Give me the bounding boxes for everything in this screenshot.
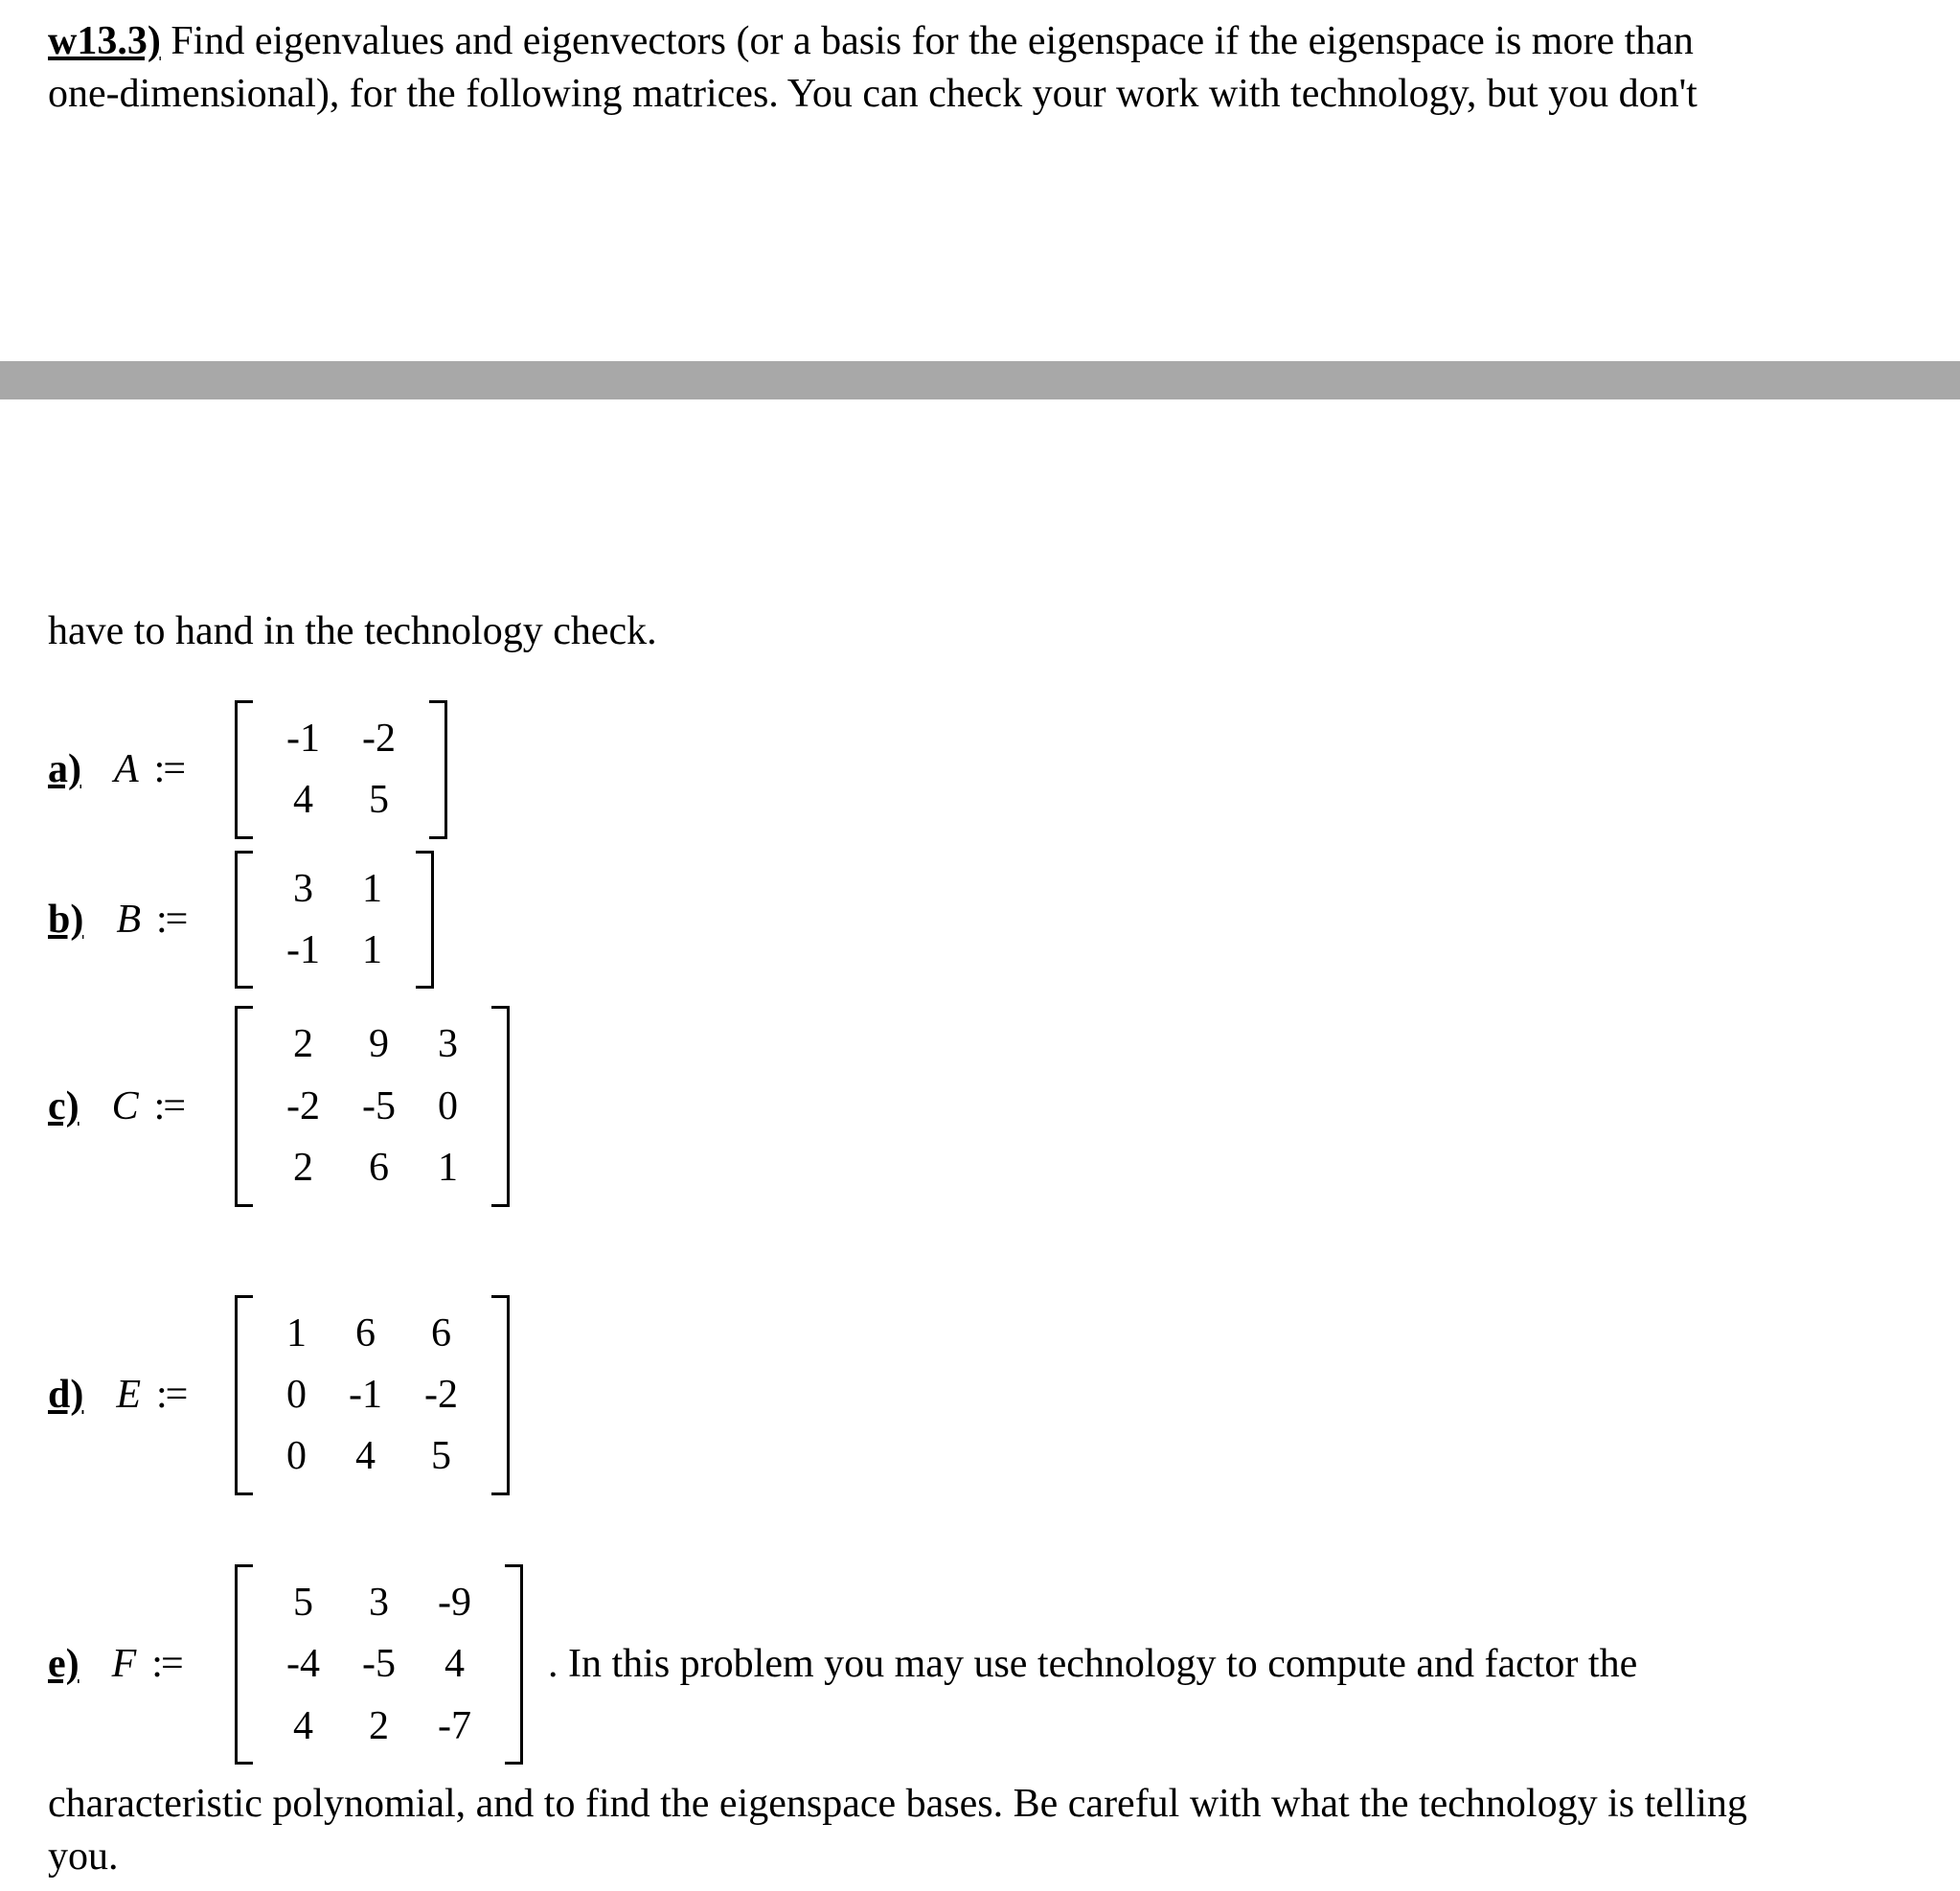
problem-label-e: e) bbox=[48, 1642, 80, 1687]
problem-list bbox=[48, 700, 1931, 1765]
matrix-cell: -2 bbox=[362, 716, 396, 761]
problem-head-d bbox=[48, 1372, 235, 1418]
problem-statement bbox=[0, 0, 1960, 122]
matrix-cell: 2 bbox=[293, 1146, 313, 1191]
problem-label-c: c) bbox=[48, 1084, 80, 1129]
matrix-cell: 4 bbox=[293, 1703, 313, 1748]
matrix-cell: -9 bbox=[438, 1580, 471, 1625]
matrix-cell: -2 bbox=[286, 1083, 320, 1128]
matrix-cell: 1 bbox=[438, 1146, 458, 1191]
problem-row-b bbox=[48, 851, 1931, 990]
matrix-cell: -4 bbox=[286, 1642, 320, 1687]
matrix-cell: -5 bbox=[362, 1083, 396, 1128]
assign-operator: := bbox=[156, 898, 187, 943]
variable-name-a: A bbox=[114, 747, 139, 792]
problem-id: w13.3) bbox=[48, 19, 161, 63]
variable-name-e: F bbox=[111, 1642, 137, 1687]
matrix-cell: 1 bbox=[362, 866, 382, 911]
matrix-cell: -2 bbox=[424, 1373, 458, 1417]
matrix-cell: -1 bbox=[349, 1373, 382, 1417]
problem-label-a: a) bbox=[48, 747, 81, 792]
matrix-cell: 4 bbox=[444, 1642, 465, 1687]
matrix-cell: -1 bbox=[286, 716, 320, 761]
divider-bar bbox=[0, 361, 1960, 399]
matrix-e bbox=[235, 1564, 523, 1765]
matrix-cell: -1 bbox=[286, 928, 320, 973]
problem-label-d: d) bbox=[48, 1373, 84, 1418]
problem-statement-line1: Find eigenvalues and eigenvectors (or a basis for the eigenspace if the eigenspace is more than bbox=[171, 19, 1694, 63]
problem-row-e bbox=[48, 1564, 1931, 1765]
matrix-cell: 6 bbox=[431, 1310, 451, 1356]
matrix-cell: 4 bbox=[355, 1434, 376, 1479]
problem-head-e bbox=[48, 1641, 235, 1687]
matrix-a bbox=[235, 700, 447, 839]
matrix-cell: 3 bbox=[369, 1580, 389, 1625]
matrix-cell: 1 bbox=[362, 928, 382, 973]
matrix-b bbox=[235, 851, 434, 990]
matrix-cell: 5 bbox=[431, 1434, 451, 1479]
footer-line1: characteristic polynomial, and to find the eigenspace bases. Be careful with what the technology is telling bbox=[48, 1781, 1747, 1826]
matrix-cell: 5 bbox=[369, 778, 389, 823]
problem-row-c bbox=[48, 1006, 1931, 1206]
matrix-cell: 0 bbox=[286, 1434, 307, 1479]
problem-row-a bbox=[48, 700, 1931, 839]
assign-operator: := bbox=[153, 1084, 185, 1129]
footer-text bbox=[48, 1778, 1931, 1882]
trailing-text-e: . In this problem you may use technology to compute and factor the bbox=[548, 1642, 1638, 1687]
problem-head-c bbox=[48, 1083, 235, 1129]
variable-name-b: B bbox=[116, 898, 142, 943]
matrix-cell: 9 bbox=[369, 1022, 389, 1067]
matrix-d bbox=[235, 1295, 510, 1495]
matrix-cell: 1 bbox=[286, 1310, 307, 1356]
continuation-text: have to hand in the technology check. bbox=[48, 608, 657, 653]
matrix-cell: 6 bbox=[355, 1310, 376, 1356]
assign-operator: := bbox=[153, 747, 185, 792]
footer-line2: you. bbox=[48, 1834, 119, 1879]
assign-operator: := bbox=[151, 1642, 182, 1687]
problem-head-a bbox=[48, 746, 235, 792]
matrix-cell: 0 bbox=[438, 1083, 458, 1128]
matrix-cell: 4 bbox=[293, 778, 313, 823]
problem-row-d bbox=[48, 1295, 1931, 1495]
matrix-cell: 5 bbox=[293, 1580, 313, 1625]
problem-statement-line2: one-dimensional), for the following matrices. You can check your work with technology, but you don't bbox=[48, 72, 1698, 117]
matrix-cell: 6 bbox=[369, 1146, 389, 1191]
assign-operator: := bbox=[156, 1373, 187, 1418]
matrix-c bbox=[235, 1006, 510, 1206]
matrix-cell: 3 bbox=[438, 1022, 458, 1067]
problem-label-b: b) bbox=[48, 898, 84, 943]
matrix-cell: 2 bbox=[293, 1022, 313, 1067]
matrix-cell: 2 bbox=[369, 1703, 389, 1748]
variable-name-d: E bbox=[116, 1373, 142, 1418]
matrix-cell: -7 bbox=[438, 1703, 471, 1748]
matrix-cell: 3 bbox=[293, 866, 313, 911]
matrix-cell: -5 bbox=[362, 1642, 396, 1687]
variable-name-c: C bbox=[111, 1084, 139, 1129]
problem-head-b bbox=[48, 897, 235, 943]
matrix-cell: 0 bbox=[286, 1373, 307, 1417]
